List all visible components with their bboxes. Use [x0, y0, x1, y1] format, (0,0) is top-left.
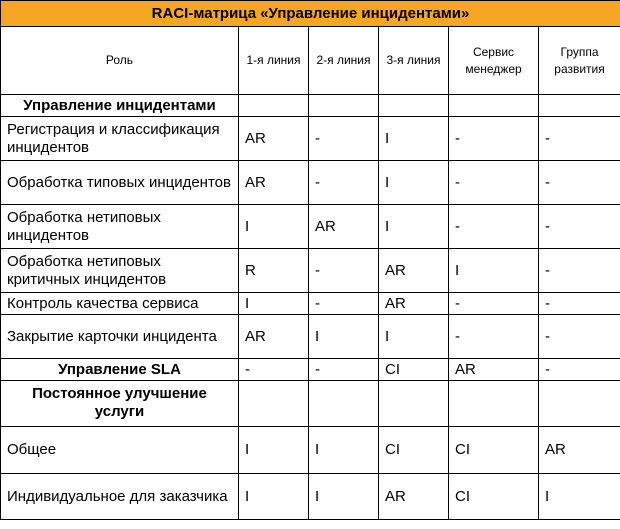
row-name: Управление SLA — [1, 359, 239, 381]
cell-line2: - — [309, 117, 379, 161]
cell-line3: AR — [379, 293, 449, 315]
cell-dev-group — [539, 95, 620, 117]
cell-line3: AR — [379, 249, 449, 293]
cell-dev-group: - — [539, 117, 620, 161]
cell-dev-group: - — [539, 359, 620, 381]
row-name: Постоянное улучшение услуги — [1, 381, 239, 427]
header-service-manager: Сервис менеджер — [449, 27, 539, 95]
table-row — [1, 293, 620, 315]
header-line2: 2-я линия — [309, 27, 379, 95]
cell-line3: AR — [379, 474, 449, 520]
table-row — [1, 161, 620, 205]
cell-dev-group: - — [539, 315, 620, 359]
cell-line2: - — [309, 161, 379, 205]
cell-dev-group: - — [539, 249, 620, 293]
cell-line1: AR — [239, 117, 309, 161]
row-name: Управление инцидентами — [1, 95, 239, 117]
cell-service-manager: CI — [449, 427, 539, 474]
cell-line3 — [379, 381, 449, 427]
cell-line1: R — [239, 249, 309, 293]
cell-line1: I — [239, 293, 309, 315]
cell-line2: - — [309, 249, 379, 293]
cell-line2 — [309, 95, 379, 117]
table-row — [1, 249, 620, 293]
cell-dev-group: - — [539, 293, 620, 315]
row-name: Обработка нетиповых инцидентов — [1, 205, 239, 249]
table-title-row — [1, 1, 620, 27]
cell-line2: I — [309, 315, 379, 359]
cell-line1: AR — [239, 161, 309, 205]
header-row — [1, 27, 620, 95]
cell-service-manager: - — [449, 315, 539, 359]
cell-service-manager — [449, 381, 539, 427]
table-row — [1, 315, 620, 359]
cell-line2: - — [309, 359, 379, 381]
cell-service-manager: - — [449, 293, 539, 315]
cell-line1 — [239, 95, 309, 117]
cell-line1: AR — [239, 315, 309, 359]
table-title: RACI-матрица «Управление инцидентами» — [1, 1, 620, 27]
table-row — [1, 359, 620, 381]
cell-line1: I — [239, 205, 309, 249]
row-name: Закрытие карточки инцидента — [1, 315, 239, 359]
header-role: Роль — [1, 27, 239, 95]
table-row — [1, 205, 620, 249]
cell-line3 — [379, 95, 449, 117]
row-name: Обработка нетиповых критичных инцидентов — [1, 249, 239, 293]
cell-line3: I — [379, 161, 449, 205]
cell-line3: I — [379, 315, 449, 359]
cell-line2: AR — [309, 205, 379, 249]
cell-line3: CI — [379, 427, 449, 474]
table-row — [1, 474, 620, 520]
cell-dev-group: - — [539, 205, 620, 249]
cell-service-manager: CI — [449, 474, 539, 520]
cell-service-manager: AR — [449, 359, 539, 381]
cell-service-manager: - — [449, 117, 539, 161]
header-line3: 3-я линия — [379, 27, 449, 95]
cell-line2: I — [309, 427, 379, 474]
cell-line3: CI — [379, 359, 449, 381]
cell-service-manager: - — [449, 161, 539, 205]
cell-line2: I — [309, 474, 379, 520]
header-line1: 1-я линия — [239, 27, 309, 95]
cell-dev-group: I — [539, 474, 620, 520]
cell-line3: I — [379, 117, 449, 161]
cell-line2: - — [309, 293, 379, 315]
cell-line2 — [309, 381, 379, 427]
cell-line1: I — [239, 474, 309, 520]
cell-line3: I — [379, 205, 449, 249]
header-dev-group: Группа развития — [539, 27, 620, 95]
row-name: Обработка типовых инцидентов — [1, 161, 239, 205]
cell-dev-group: - — [539, 161, 620, 205]
table-row — [1, 427, 620, 474]
row-name: Регистрация и классификация инцидентов — [1, 117, 239, 161]
cell-service-manager: - — [449, 205, 539, 249]
cell-service-manager — [449, 95, 539, 117]
row-name: Индивидуальное для заказчика — [1, 474, 239, 520]
cell-line1: - — [239, 359, 309, 381]
table-row — [1, 381, 620, 427]
cell-line1 — [239, 381, 309, 427]
cell-dev-group — [539, 381, 620, 427]
cell-line1: I — [239, 427, 309, 474]
table-row — [1, 95, 620, 117]
table-row — [1, 117, 620, 161]
row-name: Контроль качества сервиса — [1, 293, 239, 315]
cell-service-manager: I — [449, 249, 539, 293]
row-name: Общее — [1, 427, 239, 474]
cell-dev-group: AR — [539, 427, 620, 474]
